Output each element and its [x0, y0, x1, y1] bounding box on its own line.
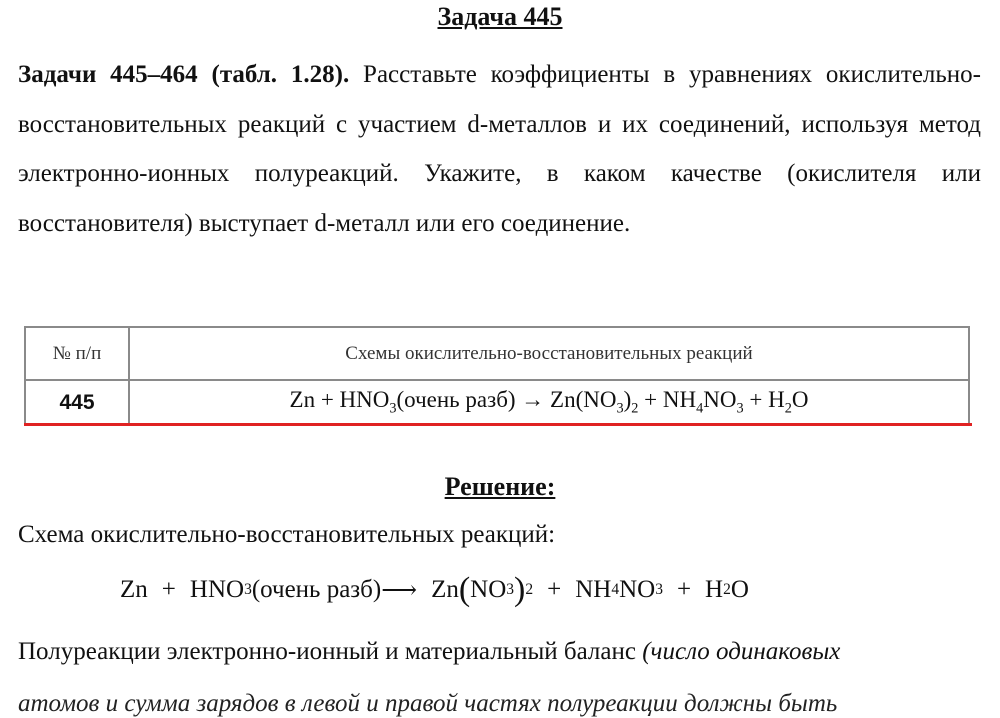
reaction-equation: Zn + HNO 3 (очень разб) ⟶ Zn ( NO 3 ) 2 + NH 4 NO 3 + H 2 O	[120, 571, 749, 608]
table-row	[26, 381, 968, 424]
task-text: Расставьте коэффициенты в уравнениях окислительно-восстановительных реакций с участием d-металлов и их соединений, используя метод электронно-ионных полуреакций. Укажите, в каком качестве (окислителя или восстановителя) выступает d-металл или его соединение.	[18, 61, 982, 237]
scheme-label: Схема окислительно-восстановительных реакций:	[18, 521, 556, 548]
row-number: 445	[26, 381, 130, 424]
reaction-table	[24, 326, 970, 426]
row-equation: $Zn + HNO_3(очень$ разб) → $Zn(NO_3)_2 + NH_4NO_3 + H_2O$	[289, 387, 809, 417]
cut-off-line: атомов и сумма зарядов в левой и правой частях полуреакции должны быть	[18, 690, 838, 717]
page-title: Задача 445	[437, 2, 563, 31]
half-reactions-text: Полуреакции электронно-ионный и материальный баланс (число одинаковых	[18, 638, 841, 665]
header-number: № п/п	[26, 328, 130, 379]
table-header-row	[26, 328, 968, 381]
header-scheme: Схемы окислительно-восстановительных реакций	[345, 342, 753, 364]
task-statement	[18, 50, 981, 248]
arrow-icon: ⟶	[381, 577, 418, 604]
solution-title: Решение:	[444, 472, 556, 501]
task-label: Задачи 445–464 (табл. 1.28).	[18, 61, 350, 88]
red-underline	[24, 423, 972, 426]
